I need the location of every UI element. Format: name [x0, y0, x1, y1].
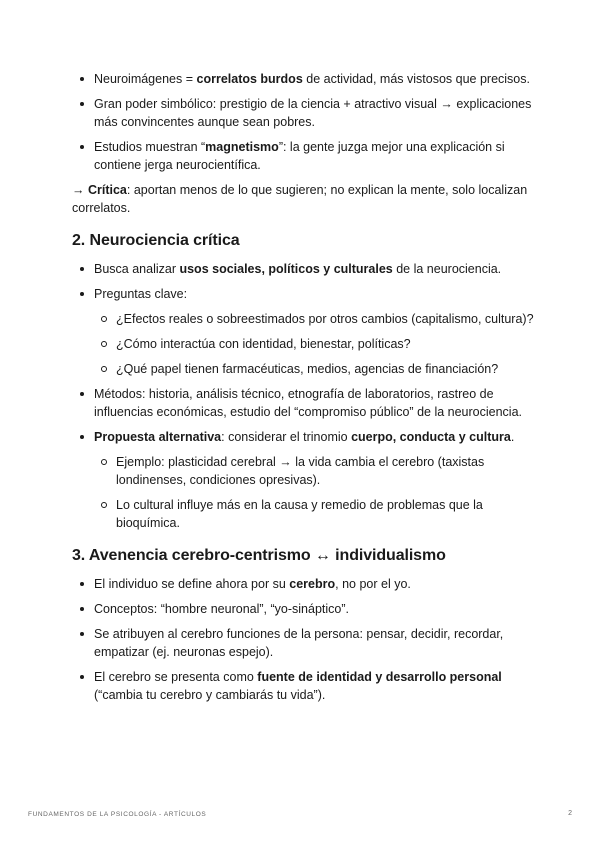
list-item: [72, 428, 534, 532]
list-item: [72, 600, 534, 618]
list-item: [72, 625, 534, 661]
item-text: : considerar el trinomio: [221, 430, 352, 444]
item-text: El cerebro se presenta como: [94, 670, 258, 684]
item-bold-text: fuente de identidad y desarrollo personal: [257, 670, 502, 684]
sub-list-item: Ejemplo: plasticidad cerebral → la vida cambia el cerebro (taxistas londinenses, condiciones opresivas).: [94, 453, 534, 489]
list-item: [72, 668, 534, 704]
critica-text: : aportan menos de lo que sugieren; no explican la mente, solo localizan correlatos.: [72, 183, 528, 215]
item-bold-text: cuerpo, conducta y cultura: [351, 430, 511, 444]
list-item: [72, 575, 534, 593]
item-bold-text: magnetismo: [205, 140, 279, 154]
sub-list-item: Lo cultural influye más en la causa y remedio de problemas que la bioquímica.: [94, 496, 534, 532]
item-bold-text: usos sociales, políticos y culturales: [179, 262, 393, 276]
footer-title: FUNDAMENTOS DE LA PSICOLOGÍA - ARTÍCULOS: [28, 811, 207, 818]
list-item: [72, 138, 534, 174]
item-text: Preguntas clave:: [94, 287, 188, 301]
section2-list: [72, 260, 534, 532]
section-heading: 3. Avenencia cerebro-centrismo ↔ individualismo: [72, 547, 446, 564]
item-text: ”: la gente juzga mejor una explicación si contiene jerga neurocientífica.: [94, 140, 505, 172]
item-text: Se atribuyen al cerebro funciones de la persona: pensar, decidir, recordar, empatizar (ej. neuronas espejo).: [94, 627, 504, 659]
section-heading: 2. Neurociencia crítica: [72, 232, 240, 249]
item-text: Gran poder simbólico: prestigio de la ciencia + atractivo visual → explicaciones más convincentes aunque sean pobres.: [94, 97, 532, 129]
sub-list-item: ¿Qué papel tienen farmacéuticas, medios, agencias de financiación?: [94, 360, 534, 378]
list-item: [72, 285, 534, 378]
item-text: Estudios muestran “: [94, 140, 206, 154]
sub-list: [94, 453, 534, 532]
item-text: El individuo se define ahora por su: [94, 577, 290, 591]
item-text: de actividad, más vistosos que precisos.: [302, 72, 530, 86]
document-body: [72, 70, 534, 711]
item-bold-text: Propuesta alternativa: [94, 430, 222, 444]
critica-paragraph: [72, 181, 534, 217]
item-bold-text: correlatos burdos: [196, 72, 303, 86]
list-item: [72, 95, 534, 131]
item-text: Busca analizar: [94, 262, 180, 276]
critica-label: Crítica: [87, 183, 127, 197]
intro-list: [72, 70, 534, 174]
list-item: [72, 70, 534, 88]
list-item: [72, 260, 534, 278]
item-bold-text: cerebro: [289, 577, 336, 591]
item-text: , no por el yo.: [335, 577, 411, 591]
sub-list-item: ¿Cómo interactúa con identidad, bienestar, políticas?: [94, 335, 534, 353]
item-text: de la neurociencia.: [392, 262, 502, 276]
item-text: Neuroimágenes =: [94, 72, 197, 86]
page-number: 2: [568, 810, 572, 817]
item-text: Métodos: historia, análisis técnico, etnografía de laboratorios, rastreo de influencias económicas, estudio del “compromiso público” de la neurociencia.: [94, 387, 523, 419]
section3-list: [72, 575, 534, 704]
item-text: .: [510, 430, 515, 444]
item-text: (“cambia tu cerebro y cambiarás tu vida”).: [94, 688, 326, 702]
sub-list-item: ¿Efectos reales o sobreestimados por otros cambios (capitalismo, cultura)?: [94, 310, 534, 328]
sub-list: [94, 310, 534, 378]
list-item: [72, 385, 534, 421]
arrow-glyph: →: [72, 183, 88, 197]
item-text: Conceptos: “hombre neuronal”, “yo-sináptico”.: [94, 602, 349, 616]
